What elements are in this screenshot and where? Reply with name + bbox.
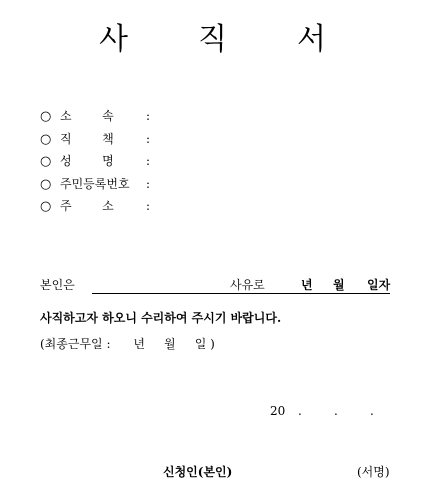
title-char-1: 사: [99, 22, 128, 57]
reason-suffix: 사유로: [230, 278, 265, 292]
field-colon: :: [146, 109, 151, 123]
month-label: 월: [333, 278, 345, 292]
field-colon: :: [146, 199, 151, 213]
year-label: 년: [301, 278, 313, 292]
day-suffix: 일자: [367, 278, 391, 292]
statement-prefix: 본인은: [40, 278, 75, 292]
title-char-2: 직: [198, 22, 227, 57]
field-label: 소 속: [60, 109, 114, 123]
circle-bullet-icon: ○: [40, 199, 52, 214]
date-year-prefix: 20: [270, 404, 286, 418]
date-dot: .: [370, 404, 374, 418]
circle-bullet-icon: ○: [40, 154, 52, 169]
field-colon: :: [146, 131, 151, 146]
circle-bullet-icon: ○: [40, 131, 52, 147]
last-work-day: (최종근무일 : 년 월 일 ): [40, 337, 215, 351]
field-label: 성 명: [60, 154, 114, 168]
field-label: 주민등록번호: [60, 176, 130, 191]
document-title: [0, 14, 425, 58]
field-colon: :: [146, 176, 151, 191]
circle-bullet-icon: ○: [40, 176, 52, 192]
field-label: 주 소: [60, 199, 114, 213]
title-char-3: 서: [296, 22, 326, 57]
field-colon: :: [146, 154, 151, 168]
date-dot: .: [334, 404, 338, 418]
signature-mark: (서명): [357, 465, 390, 479]
field-label: 직 책: [60, 131, 114, 146]
statement-line-1: [40, 276, 390, 294]
applicant-label: 신청인(본인): [163, 465, 233, 479]
date-dot: .: [298, 404, 302, 418]
circle-bullet-icon: ○: [40, 109, 52, 124]
statement-line-2: 사직하고자 하오니 수리하여 주시기 바랍니다.: [40, 311, 282, 325]
reason-underline: [92, 293, 390, 294]
